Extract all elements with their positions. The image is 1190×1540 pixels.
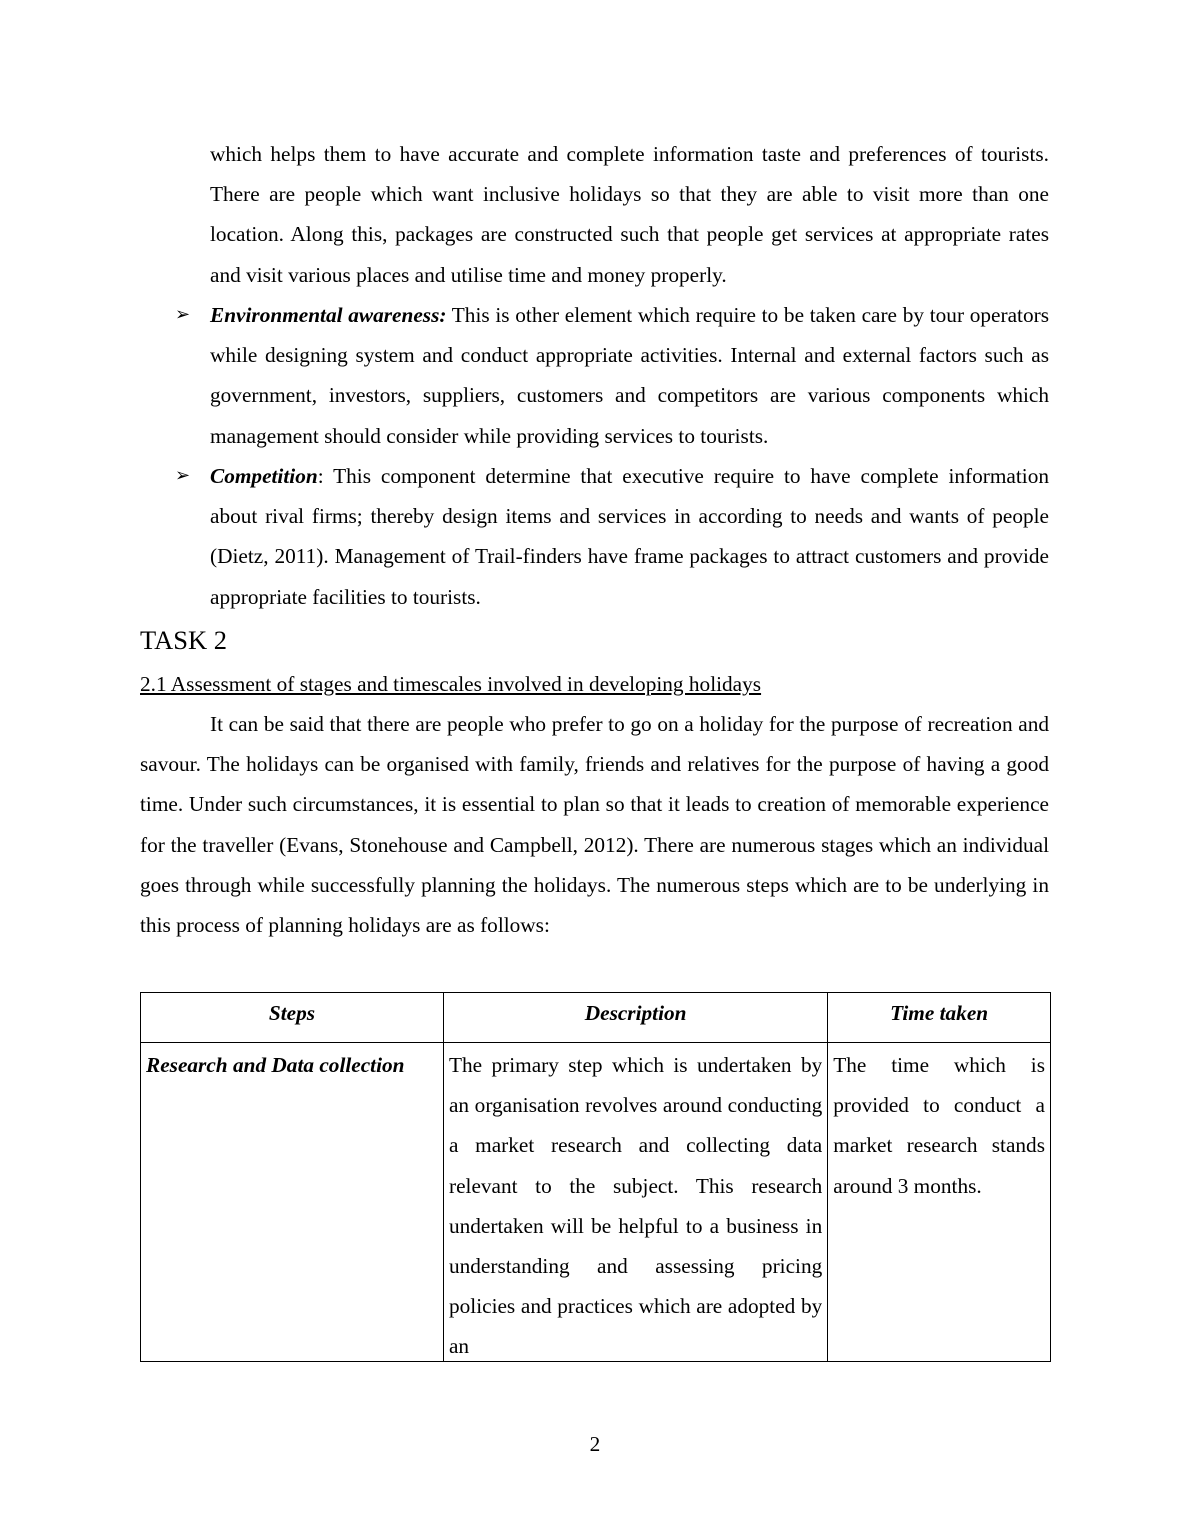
- description-cell-text: The primary step which is undertaken by an organisation revolves around conducting a market research and collecting data relevant to the subject. This research undertaken will be helpful to a business in understanding and assessing pricing policies and practices which are adopted by an: [448, 1053, 823, 1359]
- bullet-text: This is other element which require to be taken care by tour operators while designing system and conduct appropriate activities. Internal and external factors such as government, investors, suppliers, customers and competitors are various components which management should consider while providing services to tourists.: [210, 303, 1049, 448]
- step-cell: [141, 1043, 444, 1362]
- bullet-text: : This component determine that executive require to have complete information about rival firms; thereby design items and services in according to needs and wants of people (Dietz, 2011). Management of Trail-finders have frame packages to attract customers and provide appropriate facilities to tourists.: [210, 464, 1049, 609]
- task-heading: TASK 2: [140, 625, 227, 655]
- step-cell-text: Research and Data collection: [146, 1053, 405, 1077]
- header-time-taken-label: Time taken: [890, 1001, 989, 1025]
- body-paragraph: It can be said that there are people who prefer to go on a holiday for the purpose of recreation and savour. The holidays can be organised with family, friends and relatives for the purpose of having a good time. Under such circumstances, it is essential to plan so that it leads to creation of memorable experience for the traveller (Evans, Stonehouse and Campbell, 2012). There are numerous stages which an individual goes through while successfully planning the holidays. The numerous steps which are to be underlying in this process of planning holidays are as follows:: [140, 712, 1049, 938]
- bullet-term: Competition: [210, 464, 318, 488]
- intro-paragraph: [210, 134, 1049, 295]
- header-description: [443, 993, 827, 1043]
- steps-table: [140, 992, 1051, 1362]
- header-time-taken: [828, 993, 1051, 1043]
- page-number: 2: [589, 1432, 601, 1456]
- header-steps-label: Steps: [268, 1001, 316, 1025]
- description-cell: [443, 1043, 827, 1362]
- table-header-row: [141, 993, 1051, 1043]
- bullet-item-competition: [210, 456, 1049, 617]
- section-heading: 2.1 Assessment of stages and timescales involved in developing holidays: [140, 672, 762, 696]
- time-cell: [828, 1043, 1051, 1362]
- bullet-term: Environmental awareness:: [210, 303, 447, 327]
- header-description-label: Description: [584, 1001, 687, 1025]
- intro-paragraph-text: which helps them to have accurate and complete information taste and preferences of tourists. There are people which want inclusive holidays so that they are able to visit more than one location. Along this, packages are constructed such that people get services at appropriate rates and visit various places and utilise time and money properly.: [210, 142, 1049, 287]
- table-row: [141, 1043, 1051, 1362]
- header-steps: [141, 993, 444, 1043]
- arrow-bullet-icon: ➢: [175, 465, 191, 486]
- time-cell-text: The time which is provided to conduct a market research stands around 3 months.: [833, 1053, 1045, 1198]
- arrow-bullet-icon: ➢: [175, 304, 191, 325]
- bullet-item-environmental-awareness: [210, 295, 1049, 456]
